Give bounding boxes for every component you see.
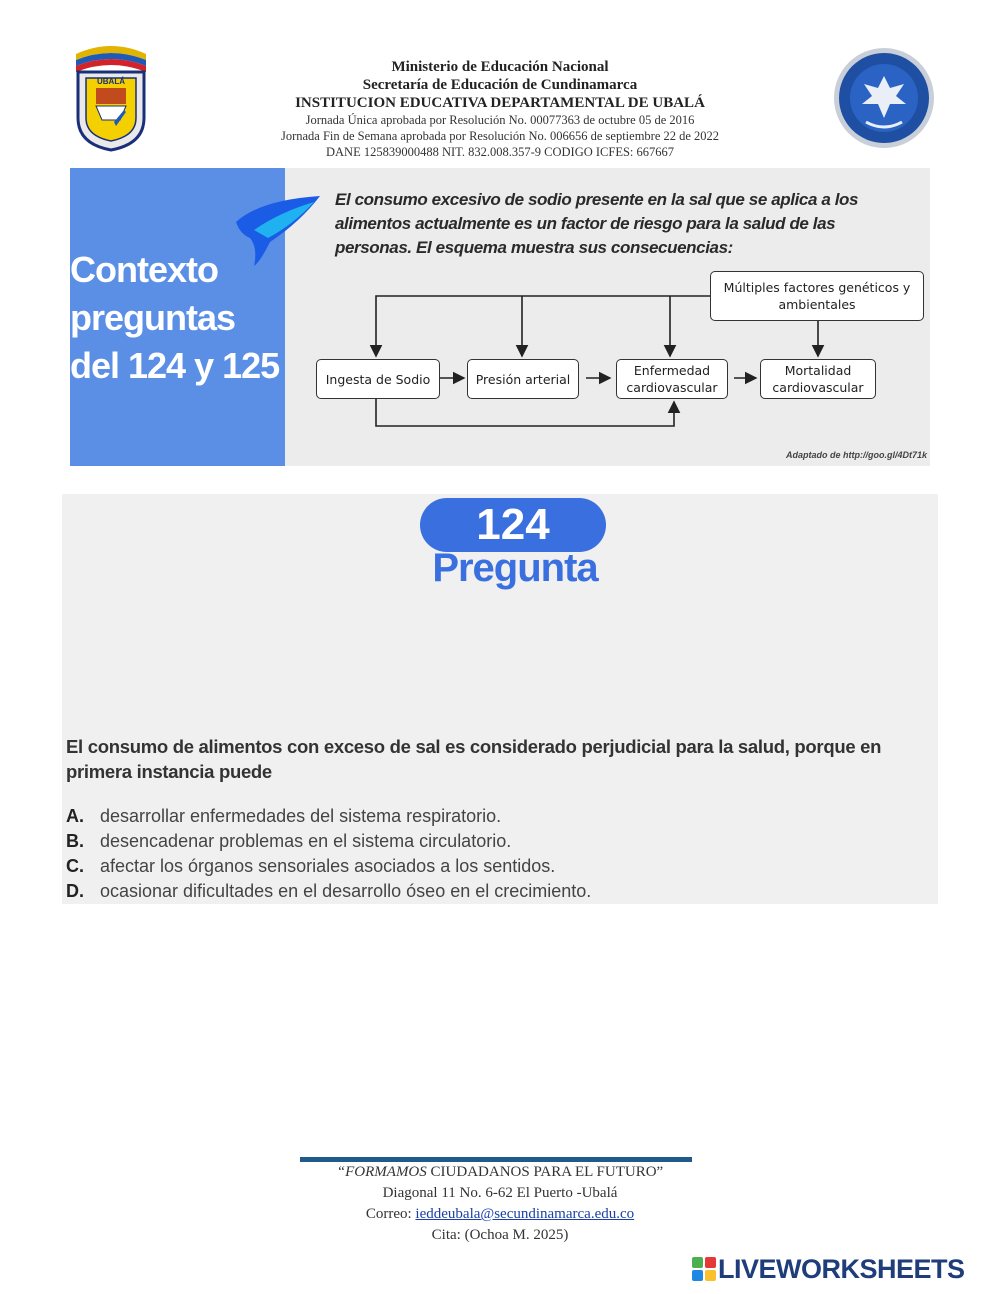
context-title: Contexto preguntas del 124 y 125 xyxy=(70,249,280,386)
school-crest-logo xyxy=(70,40,152,152)
cardiovascular-mortality-box: Mortalidad cardiovascular xyxy=(760,359,876,399)
codes-line: DANE 125839000488 NIT. 832.008.357-9 CODIGO ICFES: 667667 xyxy=(325,145,675,159)
option-b[interactable]: B. desencadenar problemas en el sistema circulatorio. xyxy=(66,831,512,851)
option-d[interactable]: D. ocasionar dificultades en el desarrollo óseo en el crecimiento. xyxy=(66,881,592,901)
question-number-badge: 124 xyxy=(420,498,606,552)
resolution-line-1: Jornada Única aprobada por Resolución No. 00077363 de octubre 05 de 2016 xyxy=(305,113,695,127)
liveworksheets-wordmark: LIVEWORKSHEETS xyxy=(718,1253,965,1284)
liveworksheets-brand[interactable] xyxy=(692,1254,965,1284)
svg-text:UBALÁ: UBALÁ xyxy=(97,77,125,86)
context-banner xyxy=(70,168,930,466)
liveworksheets-logo-icon xyxy=(692,1257,716,1281)
ministry-line: Ministerio de Educación Nacional xyxy=(391,59,609,75)
footer-motto: “FORMAMOS CIUDADANOS PARA EL FUTURO” xyxy=(336,1164,664,1180)
footer-address: Diagonal 11 No. 6-62 El Puerto -Ubalá xyxy=(382,1185,618,1201)
context-paragraph: El consumo excesivo de sodio presente en la sal que se aplica a los alimentos actualmente es un factor de riesgo para la salud de las personas. El esquema muestra sus consecuencias: xyxy=(335,190,859,257)
secretariat-line: Secretaría de Educación de Cundinamarca xyxy=(362,77,638,93)
institution-name: INSTITUCION EDUCATIVA DEPARTAMENTAL DE UBALÁ xyxy=(295,95,705,111)
footer xyxy=(250,1162,750,1246)
option-a[interactable]: A. desarrollar enfermedades del sistema respiratorio. xyxy=(66,806,502,826)
resolution-line-2: Jornada Fin de Semana aprobada por Resolución No. 006656 de septiembre 22 de 2022 xyxy=(280,129,720,143)
municipal-seal-logo xyxy=(832,46,936,150)
sodium-intake-box: Ingesta de Sodio xyxy=(316,359,440,399)
factors-box: Múltiples factores genéticos y ambientales xyxy=(710,271,924,321)
institution-header xyxy=(200,58,800,160)
source-citation: Adaptado de http://goo.gl/4Dt71k xyxy=(786,450,927,460)
question-panel xyxy=(62,494,938,904)
question-stem: El consumo de alimentos con exceso de sal es considerado perjudicial para la salud, porque en primera instancia puede xyxy=(66,736,882,782)
cardiovascular-disease-box: Enfermedad cardiovascular xyxy=(616,359,728,399)
option-c[interactable]: C. afectar los órganos sensoriales asociados a los sentidos. xyxy=(66,856,556,876)
footer-citation: Cita: (Ochoa M. 2025) xyxy=(431,1227,569,1243)
footer-email-line: Correo: ieddeubala@secundinamarca.edu.co xyxy=(365,1206,635,1222)
email-link[interactable]: ieddeubala@secundinamarca.edu.co xyxy=(415,1206,635,1222)
blood-pressure-box: Presión arterial xyxy=(467,359,579,399)
question-label: Pregunta xyxy=(432,546,598,590)
